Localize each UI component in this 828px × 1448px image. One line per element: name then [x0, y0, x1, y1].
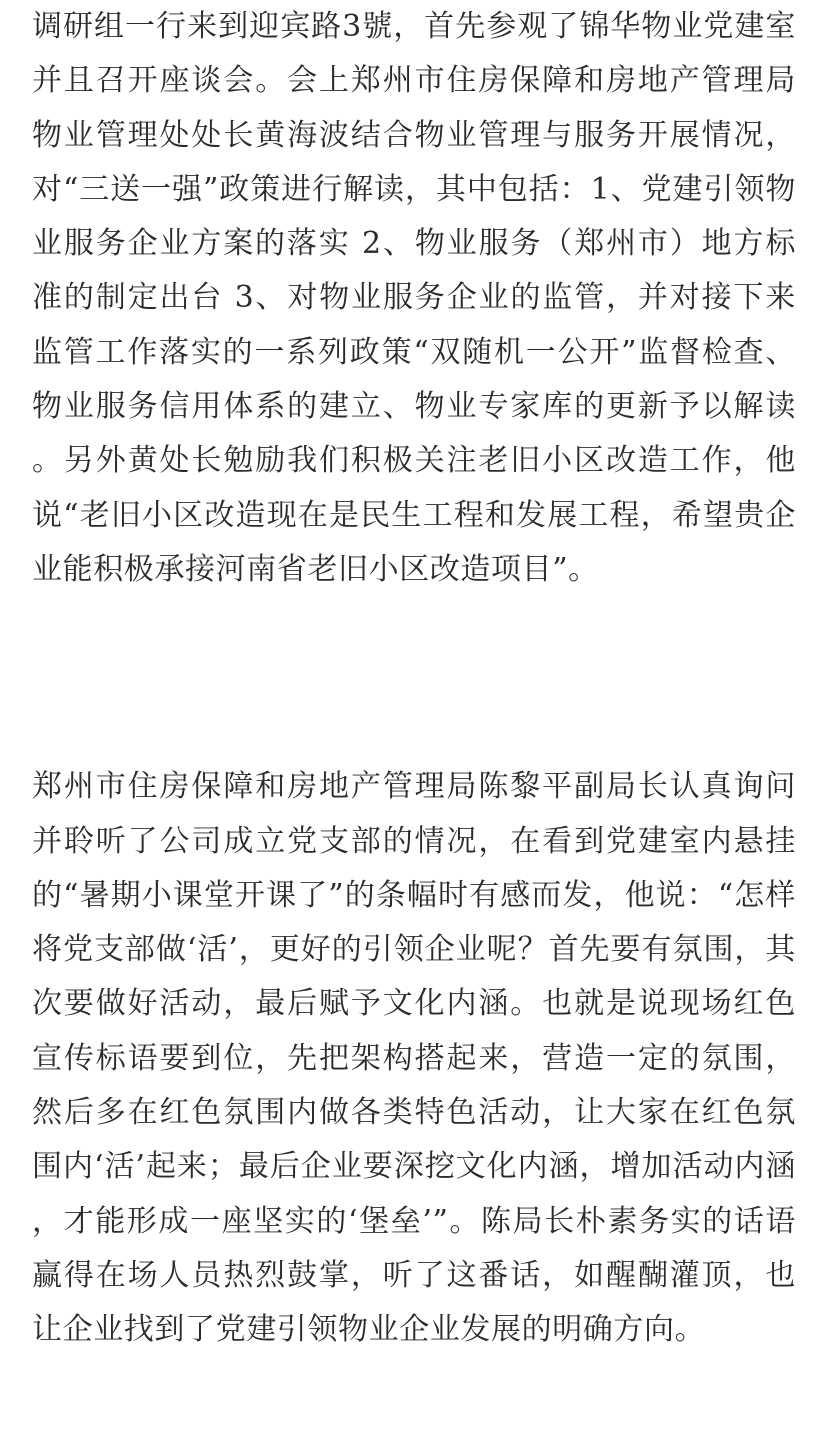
paragraph-spacer [32, 597, 796, 760]
paragraph-research-visit: 调研组一行来到迎宾路3號，首先参观了锦华物业党建室并且召开座谈会。会上郑州市住房保障和房地产管理局物业管理处处长黄海波结合物业管理与服务开展情况，对“三送一强”政策进行解读，其中包括：1、党建引领物业服务企业方案的落实 2、物业服务（郑州市）地方标准的制定出台 3、对物业服务企业的监管，并对接下来监管工作落实的一系列政策“双随机一公开”监督检查、物业服务信用体系的建立、物业专家库的更新予以解读。另外黄处长勉励我们积极关注老旧小区改造工作，他说“老旧小区改造现在是民生工程和发展工程，希望贵企业能积极承接河南省老旧小区改造项目”。 [32, 9, 796, 587]
paragraph-deputy-director-remarks: 郑州市住房保障和房地产管理局陈黎平副局长认真询问并聆听了公司成立党支部的情况，在看到党建室内悬挂的“暑期小课堂开课了”的条幅时有感而发，他说：“怎样将党支部做‘活’，更好的引领企业呢？首先要有氛围，其次要做好活动，最后赋予文化内涵。也就是说现场红色宣传标语要到位，先把架构搭起来，营造一定的氛围，然后多在红色氛围内做各类特色活动，让大家在红色氛围内‘活’起来；最后企业要深挖文化内涵，增加活动内涵，才能形成一座坚实的‘堡垒’”。陈局长朴素务实的话语赢得在场人员热烈鼓掌，听了这番话，如醒醐灌顶，也让企业找到了党建引领物业企业发展的明确方向。 [32, 769, 796, 1348]
article-body [32, 0, 796, 1358]
